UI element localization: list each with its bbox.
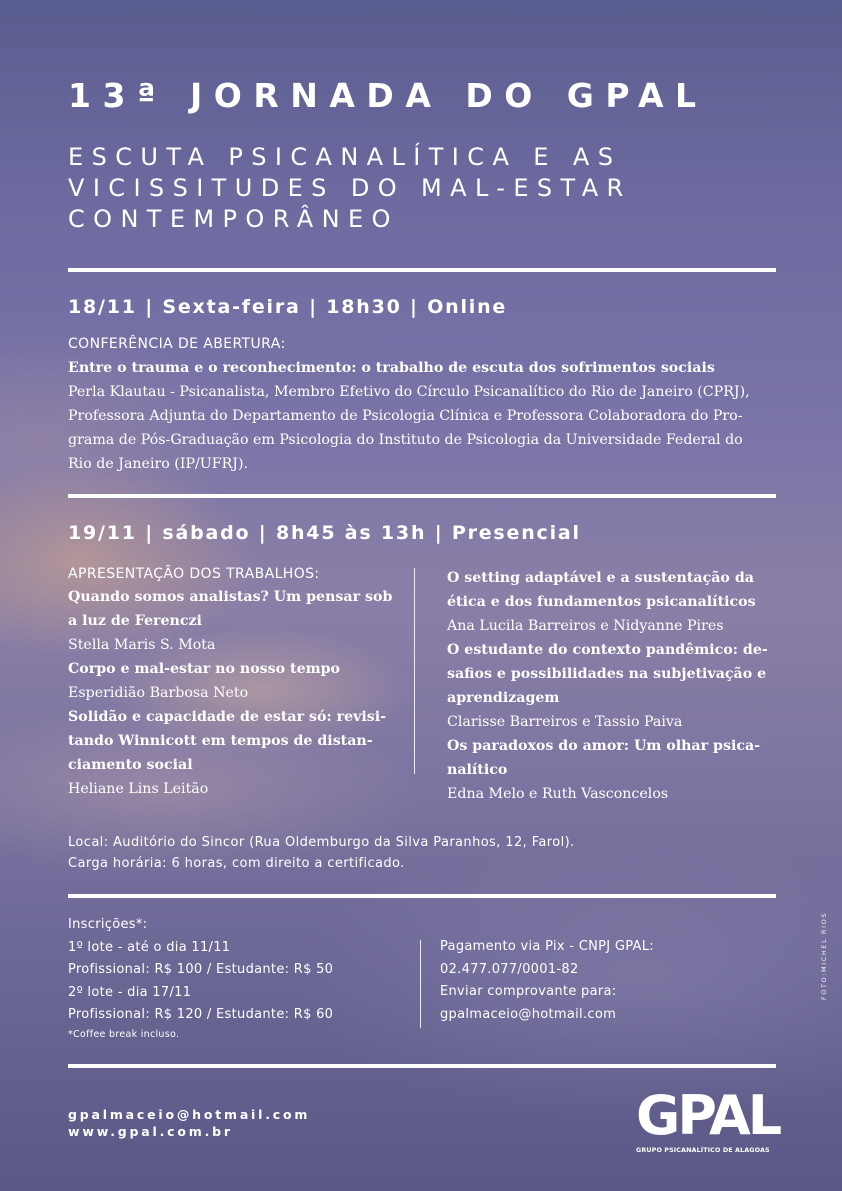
right-author-line: Edna Melo e Ruth Vasconcelos	[447, 786, 669, 802]
day2-left-column	[68, 566, 408, 801]
registration-line: 1º lote - até o dia 11/11	[68, 939, 231, 955]
right-title-line: nalítico	[447, 762, 508, 778]
day1-speaker-line: Perla Klautau - Psicanalista, Membro Efetivo do Círculo Psicanalítico do Rio de Janeiro (CPRJ),	[68, 384, 750, 400]
day2-section-label: APRESENTAÇÃO DOS TRABALHOS:	[68, 566, 320, 582]
day1-speaker-line: Rio de Janeiro (IP/UFRJ).	[68, 456, 248, 472]
left-title-line: a luz de Ferenczi	[68, 613, 202, 629]
left-title-line: Quando somos analistas? Um pensar sob	[68, 589, 393, 605]
gpal-logo-subtitle: GRUPO PSICANALÍTICO DE ALAGOAS	[636, 1146, 770, 1154]
subtitle-line: ESCUTA PSICANALÍTICA E AS	[68, 143, 622, 171]
registration-line: 2º lote - dia 17/11	[68, 984, 192, 1000]
left-author-line: Heliane Lins Leitão	[68, 781, 209, 797]
footer-email[interactable]: gpalmaceio@hotmail.com	[68, 1107, 311, 1122]
day1-date-line: 18/11 | Sexta-feira | 18h30 | Online	[68, 296, 508, 318]
divider-2	[68, 494, 776, 498]
divider-4	[68, 1064, 776, 1068]
payment-line: Pagamento via Pix - CNPJ GPAL:	[440, 939, 654, 954]
location-text: Local: Auditório do Sincor (Rua Oldemburgo da Silva Paranhos, 12, Farol).	[68, 835, 575, 850]
event-info	[68, 832, 575, 874]
right-title-line: O estudante do contexto pandêmico: de-	[447, 642, 768, 658]
registration-line: Profissional: R$ 100 / Estudante: R$ 50	[68, 962, 334, 977]
left-title-line: ciamento social	[68, 757, 193, 773]
day1-speaker-line: grama de Pós-Graduação em Psicologia do Instituto de Psicologia da Universidade Federal do	[68, 432, 743, 448]
page-title: 13ª JORNADA DO GPAL	[68, 76, 708, 115]
right-title-line: safios e possibilidades na subjetivação e	[447, 666, 767, 682]
day1-talk	[68, 356, 750, 476]
column-separator	[414, 568, 415, 774]
registration-block	[68, 914, 333, 1040]
payment-line: Enviar comprovante para:	[440, 984, 617, 999]
footer-contact	[68, 1106, 310, 1140]
payment-line: gpalmaceio@hotmail.com	[440, 1006, 617, 1022]
registration-note: *Coffee break incluso.	[68, 1028, 180, 1040]
right-title-line: ética e dos fundamentos psicanalíticos	[447, 594, 756, 610]
right-title-line: O setting adaptável e a sustentação da	[447, 570, 754, 586]
day2-date-line: 19/11 | sábado | 8h45 às 13h | Presencial	[68, 522, 581, 544]
page-subtitle	[68, 142, 632, 235]
subtitle-line: CONTEMPORÂNEO	[68, 205, 399, 233]
left-title-line: Solidão e capacidade de estar só: revisi-	[68, 709, 387, 725]
subtitle-line: VICISSITUDES DO MAL-ESTAR	[68, 174, 632, 202]
registration-label: Inscrições*:	[68, 917, 148, 932]
day2-right-column	[447, 566, 777, 806]
left-author-line: Stella Maris S. Mota	[68, 637, 216, 653]
photo-credit: FOTO:MICHEL RIOS	[820, 911, 828, 1000]
left-title-line: tando Winnicott em tempos de distan-	[68, 733, 373, 749]
day1-section-label: CONFERÊNCIA DE ABERTURA:	[68, 336, 286, 352]
day1-talk-title: Entre o trauma e o reconhecimento: o trabalho de escuta dos sofrimentos sociais	[68, 360, 715, 376]
left-title-line: Corpo e mal-estar no nosso tempo	[68, 661, 341, 677]
day2-left-lines	[68, 585, 408, 801]
hours-text: Carga horária: 6 horas, com direito a certificado.	[68, 856, 405, 871]
footer-website[interactable]: www.gpal.com.br	[68, 1124, 233, 1139]
left-author-line: Esperidião Barbosa Neto	[68, 685, 249, 701]
right-title-line: Os paradoxos do amor: Um olhar psica-	[447, 738, 761, 754]
divider-3	[68, 894, 776, 898]
right-author-line: Ana Lucila Barreiros e Nidyanne Pires	[447, 618, 724, 634]
right-author-line: Clarisse Barreiros e Tassio Paiva	[447, 714, 683, 730]
gpal-logo: GPAL	[636, 1084, 780, 1147]
day2-right-lines	[447, 566, 777, 806]
payment-separator	[420, 940, 421, 1028]
divider-1	[68, 268, 776, 272]
day1-speaker-line: Professora Adjunta do Departamento de Psicologia Clínica e Professora Colaboradora do Pro-	[68, 408, 743, 424]
payment-line: 02.477.077/0001-82	[440, 961, 579, 977]
payment-block	[440, 936, 654, 1026]
right-title-line: aprendizagem	[447, 690, 560, 706]
registration-line: Profissional: R$ 120 / Estudante: R$ 60	[68, 1007, 334, 1022]
